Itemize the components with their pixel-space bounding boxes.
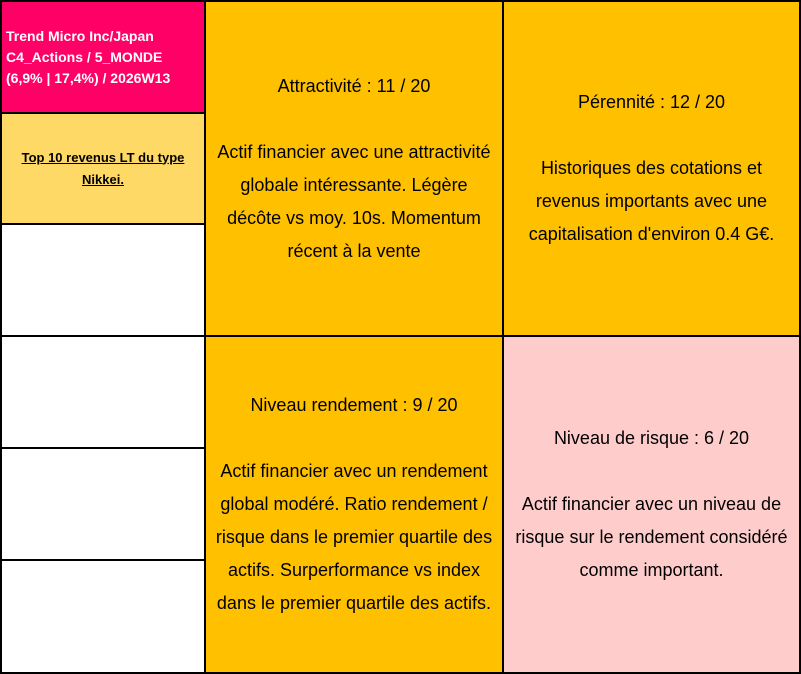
rendement-panel bbox=[204, 335, 504, 674]
asset-name: Trend Micro Inc/Japan bbox=[6, 27, 154, 44]
empty-cell-2 bbox=[0, 335, 206, 449]
empty-cell-3 bbox=[0, 447, 206, 561]
perennite-title: Pérennité : 12 / 20 bbox=[577, 92, 726, 112]
rendement-body: Actif financier avec un rendement global modéré. Ratio rendement / risque dans le premier quartile des actifs. Surperformance vs index dans le premier quartile des actifs. bbox=[215, 461, 493, 613]
empty-cell-4 bbox=[0, 559, 206, 674]
attractivite-panel bbox=[204, 0, 504, 337]
perennite-body: Historiques des cotations et revenus importants avec une capitalisation d'environ 0.4 G€. bbox=[528, 158, 775, 244]
rendement-title: Niveau rendement : 9 / 20 bbox=[250, 395, 458, 415]
risque-panel bbox=[502, 335, 801, 674]
attractivite-title: Attractivité : 11 / 20 bbox=[277, 75, 431, 96]
risque-title: Niveau de risque : 6 / 20 bbox=[553, 428, 750, 448]
risque-body: Actif financier avec un niveau de risque sur le rendement considéré comme important. bbox=[515, 494, 788, 580]
empty-cell-1 bbox=[0, 223, 206, 337]
subtitle-text: Top 10 revenus LT du type Nikkei. bbox=[21, 149, 185, 187]
asset-category: C4_Actions / 5_MONDE bbox=[6, 48, 163, 65]
attractivite-body: Actif financier avec une attractivité globale intéressante. Légère décôte vs moy. 10s. Momentum récent à la vente bbox=[217, 141, 491, 261]
asset-stats: (6,9% | 17,4%) / 2026W13 bbox=[6, 69, 171, 86]
perennite-panel bbox=[502, 0, 801, 337]
asset-header bbox=[0, 0, 206, 114]
asset-subtitle bbox=[0, 112, 206, 225]
